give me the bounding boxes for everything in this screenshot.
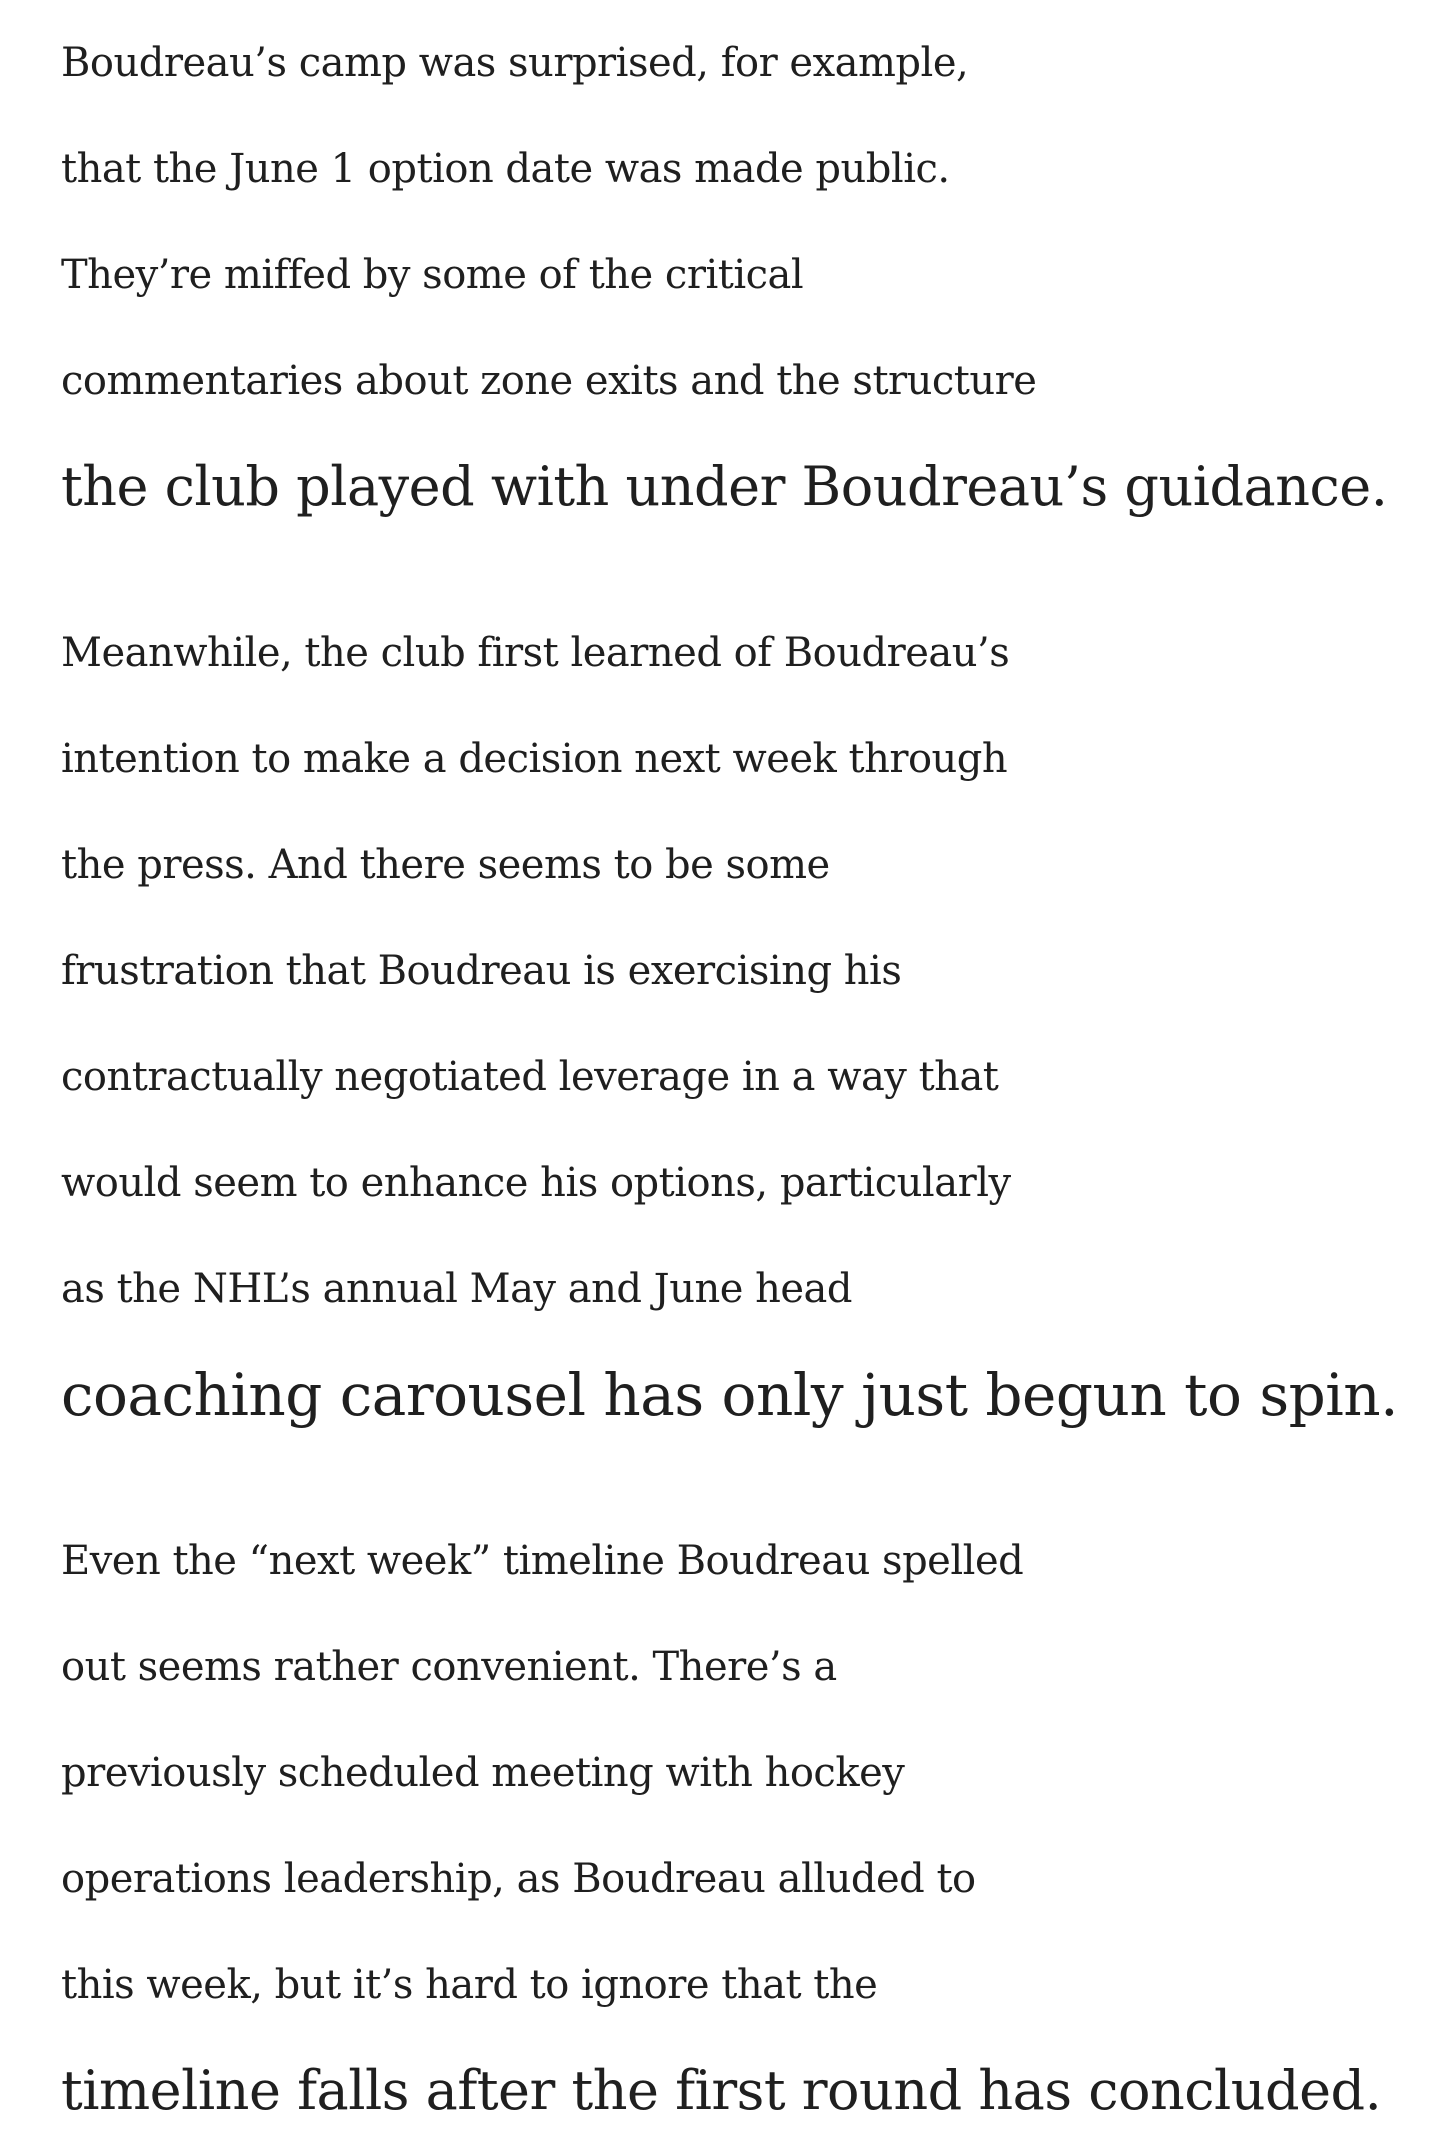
text-line: the club played with under Boudreau’s guidance. — [61, 455, 1388, 518]
text-line: timeline falls after the first round has concluded. — [61, 2059, 1382, 2122]
text-line: intention to make a decision next week through — [61, 736, 1008, 782]
paragraph-camp-surprised — [61, 10, 1387, 540]
text-line: Even the “next week” timeline Boudreau spelled — [61, 1538, 1024, 1584]
text-line: operations leadership, as Boudreau alluded to — [61, 1856, 976, 1902]
paragraph-club-learned — [61, 600, 1398, 1448]
text-line: the press. And there seems to be some — [61, 842, 830, 888]
paragraph-next-week-timeline — [61, 1508, 1381, 2144]
text-line: out seems rather convenient. There’s a — [61, 1644, 837, 1690]
text-line: They’re miffed by some of the critical — [61, 252, 804, 298]
text-line: previously scheduled meeting with hockey — [61, 1750, 905, 1796]
text-line: contractually negotiated leverage in a way that — [61, 1054, 999, 1100]
text-line: frustration that Boudreau is exercising his — [61, 948, 902, 994]
text-line: that the June 1 option date was made public. — [61, 146, 950, 192]
text-line: Boudreau’s camp was surprised, for example, — [61, 40, 969, 86]
text-line: Meanwhile, the club first learned of Boudreau’s — [61, 630, 1010, 676]
text-line: would seem to enhance his options, particularly — [61, 1160, 1011, 1206]
text-line: as the NHL’s annual May and June head — [61, 1266, 852, 1312]
text-line: this week, but it’s hard to ignore that the — [61, 1962, 878, 2008]
text-line: coaching carousel has only just begun to spin. — [61, 1361, 1399, 1429]
text-line: commentaries about zone exits and the structure — [61, 358, 1037, 404]
